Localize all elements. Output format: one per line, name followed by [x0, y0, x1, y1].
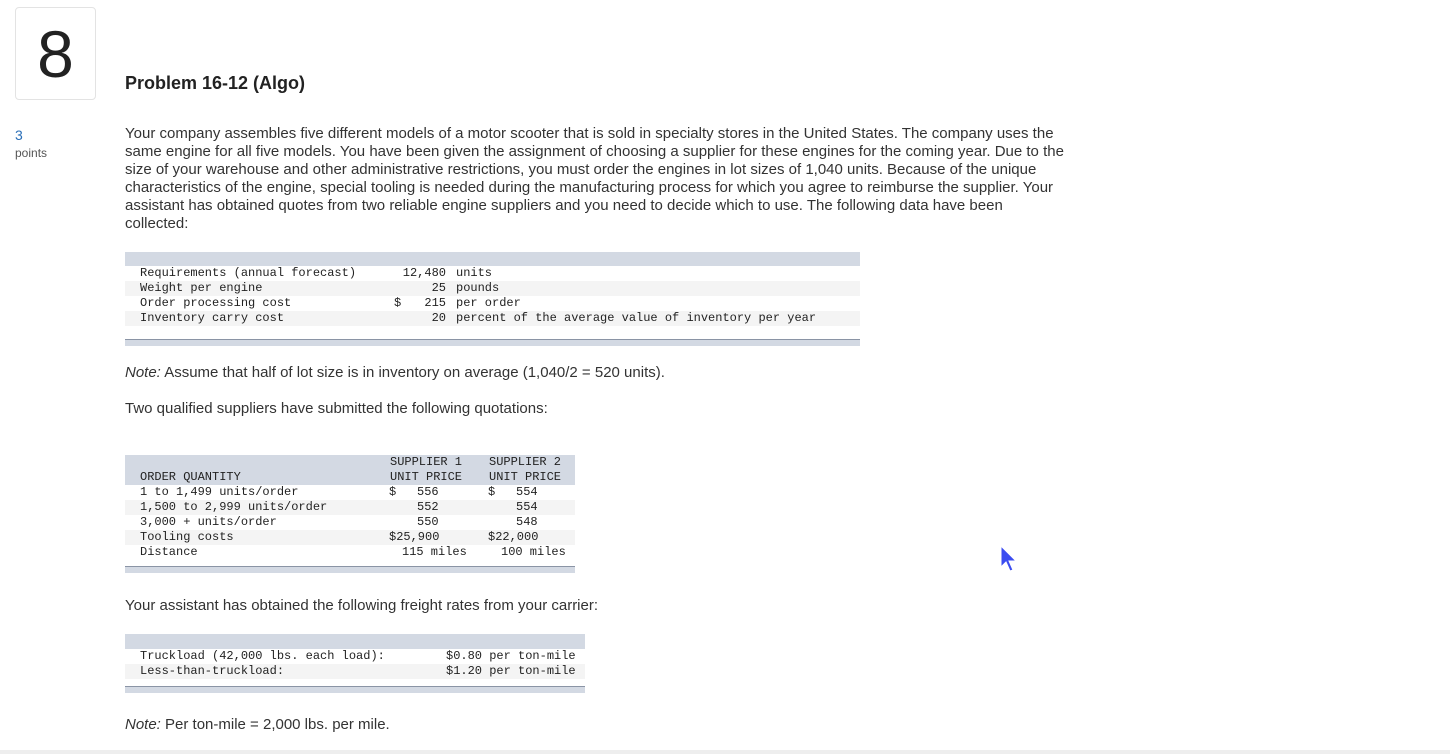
- row-label: Tooling costs: [140, 530, 234, 544]
- row-rate: $1.20 per ton-mile: [446, 664, 576, 678]
- supplier-2-header: SUPPLIER 2: [489, 455, 562, 469]
- table-row: [125, 296, 860, 311]
- row-value: 25: [431, 281, 446, 295]
- question-number: 8: [37, 16, 74, 91]
- mouse-cursor-icon: [1000, 545, 1018, 573]
- bottom-divider: [0, 750, 1450, 754]
- freight-paragraph: Your assistant has obtained the following freight rates from your carrier:: [125, 597, 599, 614]
- note-text: Per ton-mile = 2,000 lbs. per mile.: [160, 716, 390, 733]
- row-label: 3,000 + units/order: [140, 515, 277, 529]
- s2-value: 100 miles: [501, 545, 566, 559]
- table-row: [125, 530, 575, 545]
- table-footer-bar: [125, 686, 585, 693]
- row-label: Less-than-truckload:: [140, 664, 285, 678]
- table-header-row: [125, 470, 575, 485]
- s2-value: $22,000: [488, 530, 539, 544]
- problem-title: Problem 16-12 (Algo): [125, 73, 306, 93]
- table-row: [125, 485, 575, 500]
- row-label: Order processing cost: [140, 296, 292, 310]
- row-label: Inventory carry cost: [140, 311, 285, 325]
- table-footer-bar: [125, 566, 575, 573]
- row-label: Weight per engine: [140, 281, 263, 295]
- row-value: 215: [424, 296, 446, 310]
- note-text: Assume that half of lot size is in inventory on average (1,040/2 = 520 units).: [160, 364, 665, 381]
- table-row: [125, 649, 585, 664]
- table-row: [125, 281, 860, 296]
- table-footer-bar: [125, 339, 860, 346]
- s2-currency: $: [488, 485, 496, 499]
- supplier-1-header: SUPPLIER 1: [390, 455, 463, 469]
- note-prefix: Note:: [125, 716, 161, 733]
- row-unit: pounds: [456, 281, 500, 295]
- row-unit: units: [456, 266, 493, 280]
- row-label: 1,500 to 2,999 units/order: [140, 500, 328, 514]
- row-label: Requirements (annual forecast): [140, 266, 357, 280]
- row-currency: $: [394, 296, 402, 310]
- table-header-row: [125, 455, 575, 470]
- supplier-1-unit-price-header: UNIT PRICE: [390, 470, 463, 484]
- order-quantity-header: ORDER QUANTITY: [140, 470, 241, 484]
- question-number-box: [15, 7, 96, 100]
- table-row: [125, 515, 575, 530]
- points-label: points: [15, 146, 48, 160]
- intro-paragraph: Your company assembles five different models of a motor scooter that is sold in specialty stores in the United States. The company uses the same engine for all five models. You have been given the assignment of choosing a supplier for these engines for the coming year. Due to the size of your warehouse and other administrative restrictions, you must order the engines in lot sizes of 1,040 units. Because of the unique characteristics of the engine, special tooling is needed during the manufacturing process for which you agree to reimburse the supplier. Your assistant has obtained quotes from two reliable engine suppliers and you need to decide which to use. The following data have been collected:: [125, 125, 1064, 232]
- table-header-bar: [125, 252, 860, 266]
- s2-value: 554: [516, 485, 538, 499]
- row-label: Truckload (42,000 lbs. each load):: [140, 649, 385, 663]
- table-header-bar: [125, 634, 585, 649]
- row-label: 1 to 1,499 units/order: [140, 485, 299, 499]
- row-unit: per order: [456, 296, 521, 310]
- table-row: [125, 311, 860, 326]
- quotations-paragraph: Two qualified suppliers have submitted the following quotations:: [125, 400, 548, 417]
- supplier-quotation-table: [125, 455, 575, 573]
- table-row: [125, 266, 860, 281]
- s2-value: 554: [516, 500, 538, 514]
- s1-value: $25,900: [389, 530, 440, 544]
- note-prefix: Note:: [125, 364, 161, 381]
- table-row: [125, 664, 585, 679]
- note-lot-size: [125, 364, 665, 381]
- s1-value: 550: [417, 515, 439, 529]
- s1-currency: $: [389, 485, 397, 499]
- note-ton-mile: [125, 716, 390, 733]
- points-value: 3: [15, 127, 23, 143]
- supplier-2-unit-price-header: UNIT PRICE: [489, 470, 562, 484]
- table-row: [125, 545, 575, 560]
- table-row: [125, 500, 575, 515]
- s1-value: 115 miles: [402, 545, 467, 559]
- s1-value: 552: [417, 500, 439, 514]
- s1-value: 556: [417, 485, 439, 499]
- row-rate: $0.80 per ton-mile: [446, 649, 576, 663]
- s2-value: 548: [516, 515, 538, 529]
- row-value: 12,480: [402, 266, 446, 280]
- freight-rates-table: [125, 634, 585, 693]
- row-value: 20: [431, 311, 446, 325]
- requirements-table: [125, 252, 860, 346]
- row-unit: percent of the average value of inventory per year: [456, 311, 817, 325]
- row-label: Distance: [140, 545, 198, 559]
